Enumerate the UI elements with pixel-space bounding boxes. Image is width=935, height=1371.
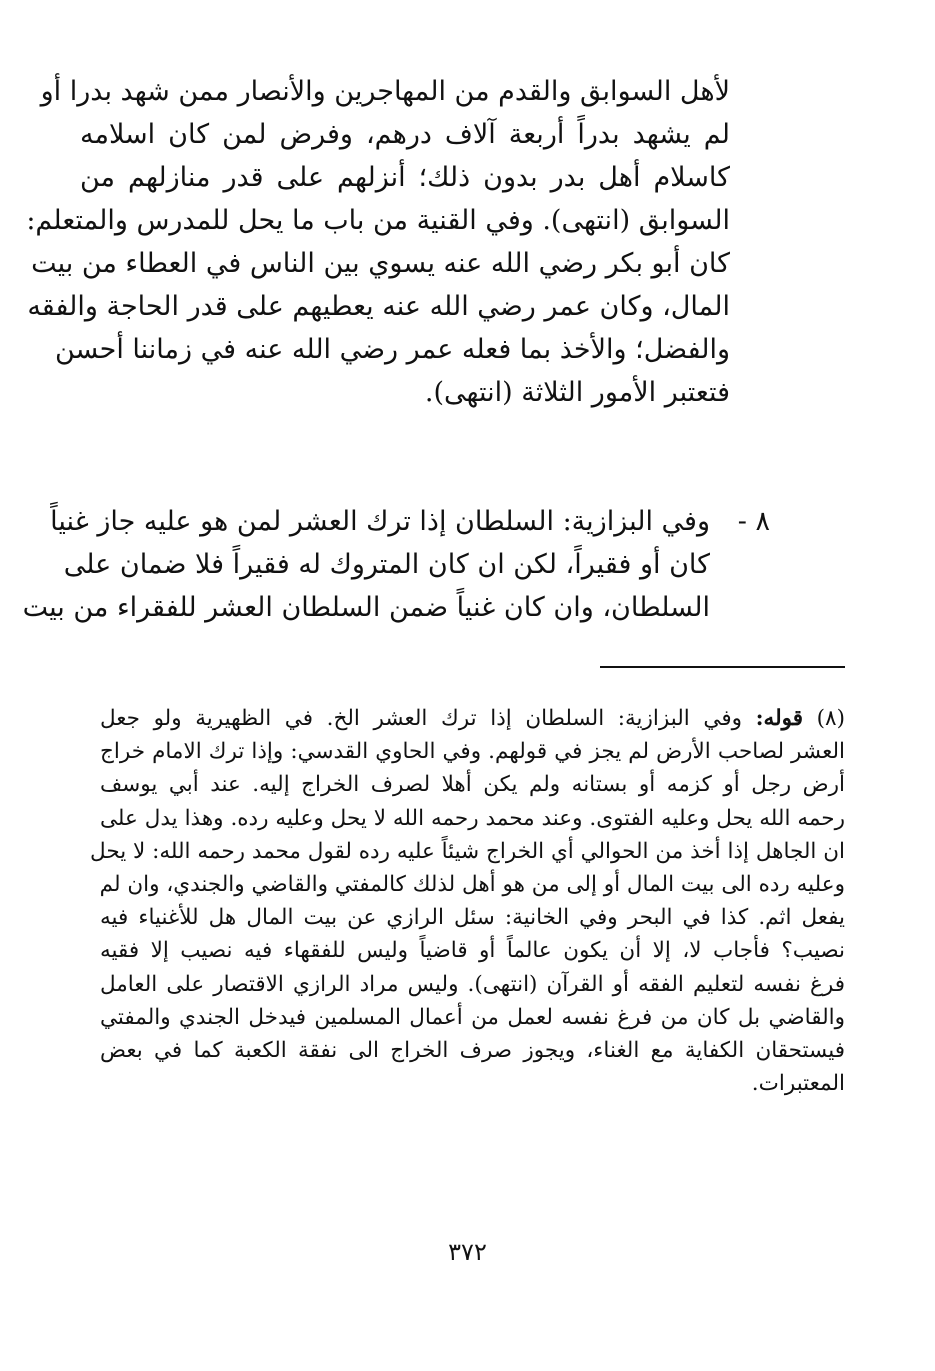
- footnote-line: العشر لصاحب الأرض لم يجز في قولهم. وفي الحاوي القدسي: وإذا ترك الامام خراج: [100, 739, 845, 765]
- footnote-first-line-text: وفي البزازية: السلطان إذا ترك العشر الخ. في الظهيرية ولو جعل: [100, 706, 742, 731]
- main-line: والفضل؛ والأخذ بما فعله عمر رضي الله عنه في زماننا أحسن: [54, 334, 730, 365]
- main-text: [26, 70, 730, 414]
- item-line: السلطان، وان كان غنياً ضمن السلطان العشر للفقراء من بيت: [22, 592, 710, 623]
- main-line: فتعتبر الأمور الثلاثة (انتهى).: [424, 377, 730, 408]
- item-line: كان أو فقيراً، لكن ان كان المتروك له فقيراً فلا ضمان على: [63, 549, 710, 580]
- footnote: [90, 702, 845, 1100]
- footnote-lead: قوله:: [755, 706, 804, 731]
- footnote-marker: (٨): [816, 706, 845, 731]
- footnote-line: يفعل اثم. كذا في البحر وفي الخانية: سئل الرازي عن بيت المال هل للأغنياء فيه: [100, 905, 845, 931]
- footnote-line: أرض رجل أو كزمه أو بستانه ولم يكن أهلا لصرف الخراج إليه. عند أبي يوسف: [100, 772, 845, 798]
- footnote-line: والقاضي بل كان من فرغ نفسه لعمل من أعمال المسلمين فيدخل الجندي والمفتي: [100, 1004, 845, 1030]
- page-number: ٣٧٢: [448, 1238, 487, 1266]
- footnote-line: المعتبرات.: [751, 1071, 845, 1097]
- footnote-line: فيستحقان الكفاية مع الغناء، ويجوز صرف الخراج الى نفقة الكعبة كما في بعض: [100, 1037, 845, 1063]
- main-line: المال، وكان عمر رضي الله عنه يعطيهم على قدر الحاجة والفقه: [27, 291, 730, 322]
- main-line: كان أبو بكر رضي الله عنه يسوي بين الناس في العطاء من بيت: [31, 248, 730, 279]
- footnote-line: نصيب؟ فأجاب لا، إلا أن يكون عالماً أو قاضياً وليس للفقهاء فيه نصيب إلا فقيه: [100, 938, 845, 964]
- main-line: لم يشهد بدراً أربعة آلاف درهم، وفرض لمن كان اسلامه: [80, 119, 730, 150]
- item-number: ٨ -: [737, 506, 770, 537]
- footnote-separator: [600, 666, 845, 668]
- footnote-line: وعليه رده الى بيت المال أو إلى من هو أهل لذلك كالمفتي والقاضي والجندي، وان لم: [99, 871, 845, 897]
- footnote-line: ان الجاهل إذا أخذ من الحوالي أي الخراج شيئاً عليه رده لقول محمد رحمه الله: لا يحل: [90, 838, 845, 864]
- footnote-line: رحمه الله يحل وعليه الفتوى. وعند محمد رحمه الله لا يحل وعليه رده. وهذا يدل على: [100, 805, 845, 831]
- main-line: لأهل السوابق والقدم من المهاجرين والأنصار ممن شهد بدرا أو: [40, 76, 730, 107]
- footnote-line: فرغ نفسه لتعليم الفقه أو القرآن (انتهى). وليس مراد الرازي الاقتصار على العامل: [100, 971, 845, 997]
- main-line: كاسلام أهل بدر بدون ذلك؛ أنزلهم على قدر منازلهم من: [80, 162, 730, 193]
- numbered-item-8: [22, 500, 770, 629]
- footnote-line: [100, 702, 845, 735]
- item-line: وفي البزازية: السلطان إذا ترك العشر لمن هو عليه جاز غنياً: [50, 506, 710, 537]
- main-line: السوابق (انتهى). وفي القنية من باب ما يحل للمدرس والمتعلم:: [26, 205, 730, 236]
